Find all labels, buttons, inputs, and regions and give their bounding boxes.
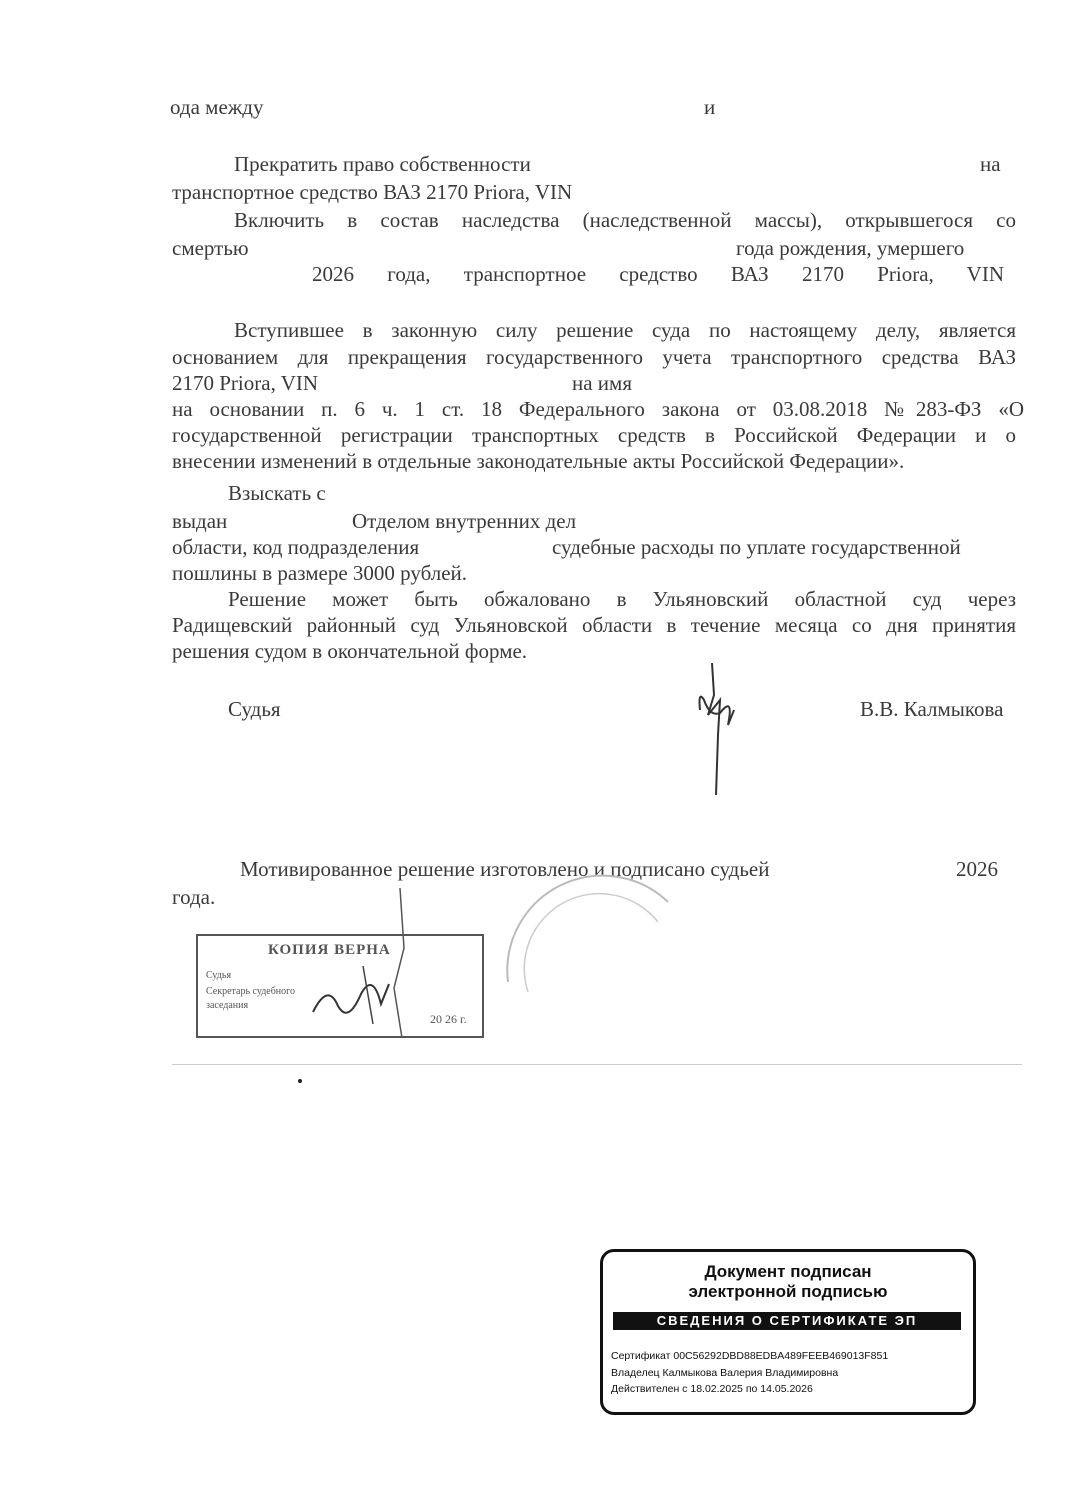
text-line: Решение может быть обжаловано в Ульяновский областной суд через xyxy=(228,587,1016,611)
copy-stamp xyxy=(196,934,484,1038)
text-line: 2026 года, транспортное средство ВАЗ 2170 Priora, VIN xyxy=(312,262,1004,286)
text-line: Отделом внутренних дел xyxy=(352,509,577,533)
court-seal xyxy=(488,862,688,1042)
stamp-year: 20 26 г. xyxy=(430,1012,467,1026)
text-line: Мотивированное решение изготовлено и подписано судьей xyxy=(240,857,770,881)
esig-title: Документ подписан xyxy=(704,1262,872,1281)
text-line: судебные расходы по уплате государственной xyxy=(552,535,961,559)
text-line: 2026 xyxy=(956,857,998,881)
esig-owner: Владелец Калмыкова Валерия Владимировна xyxy=(611,1367,839,1379)
stamp-row: заседания xyxy=(206,1000,249,1011)
text-line: на имя xyxy=(572,371,632,395)
esig-valid: Действителен с 18.02.2025 по 14.05.2026 xyxy=(611,1383,813,1395)
text-line: пошлины в размере 3000 рублей. xyxy=(172,561,468,585)
text-line: области, код подразделения xyxy=(172,535,420,559)
text-line: года рождения, умершего xyxy=(736,236,965,260)
text-line: Вступившее в законную силу решение суда по настоящему делу, является xyxy=(234,318,1016,342)
text-line: Радищевский районный суд Ульяновской области в течение месяца со дня принятия xyxy=(172,613,1016,637)
dot xyxy=(298,1079,302,1083)
esig-subtitle: электронной подписью xyxy=(688,1282,888,1301)
text-line: Включить в состав наследства (наследственной массы), открывшегося со xyxy=(234,208,1016,232)
stamp-title: КОПИЯ ВЕРНА xyxy=(268,942,391,958)
text-line: и xyxy=(704,95,716,119)
text-line: ода между xyxy=(170,95,264,119)
text-line: Прекратить право собственности xyxy=(234,152,531,176)
text-line: Взыскать с xyxy=(228,481,326,505)
stamp-row: Судья xyxy=(206,970,232,981)
divider xyxy=(172,1064,1022,1065)
text-line: на xyxy=(980,152,1001,176)
text-line: транспортное средство ВАЗ 2170 Priora, VIN xyxy=(172,180,573,204)
text-line: года. xyxy=(172,885,216,909)
judge-signature xyxy=(690,655,750,805)
stamp-row: Секретарь судебного xyxy=(206,986,296,997)
esig-bar: СВЕДЕНИЯ О СЕРТИФИКАТЕ ЭП xyxy=(613,1312,961,1330)
electronic-signature-box xyxy=(600,1249,976,1415)
esig-cert: Сертификат 00C56292DBD88EDBA489FEEB469013F851 xyxy=(611,1350,889,1362)
text-line: внесении изменений в отдельные законодательные акты Российской Федерации». xyxy=(172,449,905,473)
text-line: основанием для прекращения государственного учета транспортного средства ВАЗ xyxy=(172,345,1016,369)
judge-label: Судья xyxy=(228,697,281,721)
signature-stroke xyxy=(380,888,420,1048)
text-line: 2170 Priora, VIN xyxy=(172,371,319,395)
text-line: выдан xyxy=(172,509,228,533)
text-line: смертью xyxy=(172,236,249,260)
text-line: государственной регистрации транспортных средств в Российской Федерации и о xyxy=(172,423,1016,447)
text-line: на основании п. 6 ч. 1 ст. 18 Федерального закона от 03.08.2018 №283-ФЗ «О xyxy=(172,397,1024,421)
text-line: решения судом в окончательной форме. xyxy=(172,639,528,663)
judge-name: В.В. Калмыкова xyxy=(860,697,1004,721)
